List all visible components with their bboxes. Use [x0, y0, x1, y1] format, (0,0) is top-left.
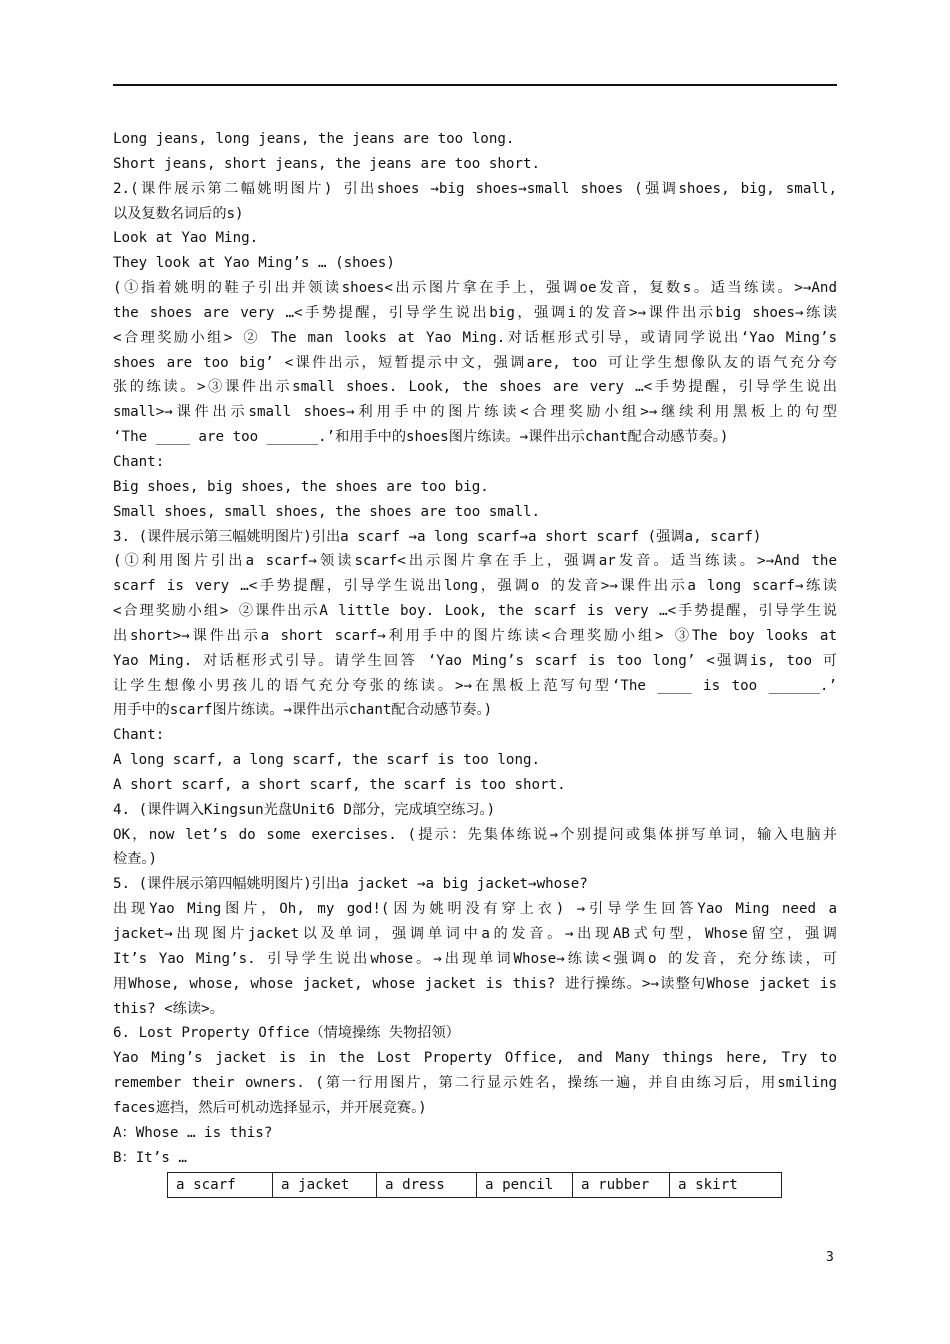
text-line: A short scarf, a short scarf, the scarf is too short. [113, 776, 566, 793]
table-cell: a scarf [168, 1173, 273, 1198]
table-cell: a rubber [573, 1173, 670, 1198]
text-line: 用手中的scarf图片练读。→课件出示chant配合动感节奏。) [113, 702, 493, 719]
text-line: OK，now let’s do some exercises. (提示：先集体练说→个别提问或集体拼写单词，输入电脑并 [113, 826, 837, 843]
text-line: <合理奖励小组> ②课件出示A little boy. Look, the scarf is very …<手势提醒，引导学生说 [113, 603, 837, 620]
text-line: faces遮挡，然后可机动选择显示，并开展竞赛。) [113, 1099, 427, 1116]
text-line: 检查。) [113, 851, 158, 868]
text-line: A long scarf, a long scarf, the scarf is too long. [113, 752, 541, 769]
text-line: Long jeans, long jeans, the jeans are too long. [113, 131, 515, 147]
text-line: ‘The ____ are too ______.’和用手中的shoes图片练读。→课件出示chant配合动感节奏。) [113, 429, 729, 446]
table-cell: a dress [377, 1173, 477, 1198]
text-line: 出现Yao Ming图片，Oh, my god!(因为姚明没有穿上衣) →引导学生回答Yao Ming need a [113, 901, 837, 918]
text-line: 张的练读。>③课件出示small shoes. Look, the shoes are very …<手势提醒，引导学生说出 [113, 379, 837, 396]
text-line: this? <练读>。 [113, 1000, 224, 1017]
text-line: 6. Lost Property Office（情境操练 失物招领） [113, 1025, 460, 1042]
text-line: B：It’s … [113, 1149, 187, 1166]
table-cell: a skirt [670, 1173, 782, 1198]
text-line: A：Whose … is this? [113, 1124, 273, 1141]
text-line: They look at Yao Ming’s … (shoes) [113, 255, 395, 272]
text-line: shoes are too big’ <课件出示，短暂提示中文，强调are, too 可让学生想像队友的语气充分夸 [113, 354, 837, 371]
text-line: small>→课件出示small shoes→利用手中的图片练读<合理奖励小组>→继续利用黑板上的句型 [113, 404, 837, 421]
text-line: It’s Yao Ming’s. 引导学生说出whose。→出现单词Whose→练读<强调o 的发音，充分练读，可 [113, 950, 837, 967]
text-line: jacket→出现图片jacket以及单词，强调单词中a的发音。→出现AB式句型，Whose留空，强调 [113, 926, 837, 942]
text-line: remember their owners. (第一行用图片，第二行显示姓名，操练一遍，并自由练习后，用smiling [113, 1075, 837, 1092]
header-rule [113, 84, 837, 86]
table-row [168, 1173, 782, 1198]
document-body [113, 127, 837, 1198]
text-line: 5. (课件展示第四幅姚明图片)引出a jacket →a big jacket→whose? [113, 876, 588, 893]
text-line: Yao Ming’s jacket is in the Lost Property Office, and Many things here, Try to [113, 1050, 837, 1067]
text-line: (①指着姚明的鞋子引出并领读shoes<出示图片拿在手上，强调oe发音，复数s。适当练读。>→And [113, 280, 837, 297]
text-line: (①利用图片引出a scarf→领读scarf<出示图片拿在手上，强调ar发音。适当练读。>→And the [113, 553, 837, 570]
text-line: 4. (课件调入Kingsun光盘Unit6 D部分，完成填空练习。) [113, 801, 496, 818]
text-line: 以及复数名词后的s) [113, 205, 244, 222]
text-line: 用Whose, whose, whose jacket, whose jacket is this? 进行操练。>→读整句Whose jacket is [113, 975, 837, 992]
text-line: Small shoes, small shoes, the shoes are too small. [113, 503, 541, 520]
text-line: scarf is very …<手势提醒，引导学生说出long，强调o 的发音>→课件出示a long scarf→练读 [113, 578, 837, 595]
text-line: <合理奖励小组> ② The man looks at Yao Ming.对话框形式引导，或请同学说出‘Yao Ming’s [113, 329, 837, 346]
text-line: Short jeans, short jeans, the jeans are too short. [113, 155, 541, 172]
text-line: 3. (课件展示第三幅姚明图片)引出a scarf →a long scarf→a short scarf (强调a, scarf) [113, 528, 762, 545]
page-number: 3 [826, 1250, 834, 1265]
text-line: 2.(课件展示第二幅姚明图片) 引出shoes →big shoes→small shoes (强调shoes, big, small, [113, 180, 837, 197]
text-line: 出short>→课件出示a short scarf→利用手中的图片练读<合理奖励小组> ③The boy looks at [113, 627, 837, 644]
table-cell: a pencil [477, 1173, 573, 1198]
text-line: Chant: [113, 727, 165, 744]
text-line: Yao Ming. 对话框形式引导。请学生回答 ‘Yao Ming’s scarf is too long’ <强调is, too 可 [113, 652, 837, 669]
text-line: the shoes are very …<手势提醒，引导学生说出big，强调i的发音>→课件出示big shoes→练读 [113, 304, 837, 321]
table-cell: a jacket [273, 1173, 377, 1198]
text-line: Look at Yao Ming. [113, 230, 259, 247]
text-line: Chant: [113, 453, 165, 470]
text-line: Big shoes, big shoes, the shoes are too big. [113, 478, 489, 495]
text-line: 让学生想像小男孩儿的语气充分夸张的练读。>→在黑板上范写句型‘The ____ is too ______.’ [113, 677, 837, 694]
vocabulary-table [167, 1172, 782, 1198]
